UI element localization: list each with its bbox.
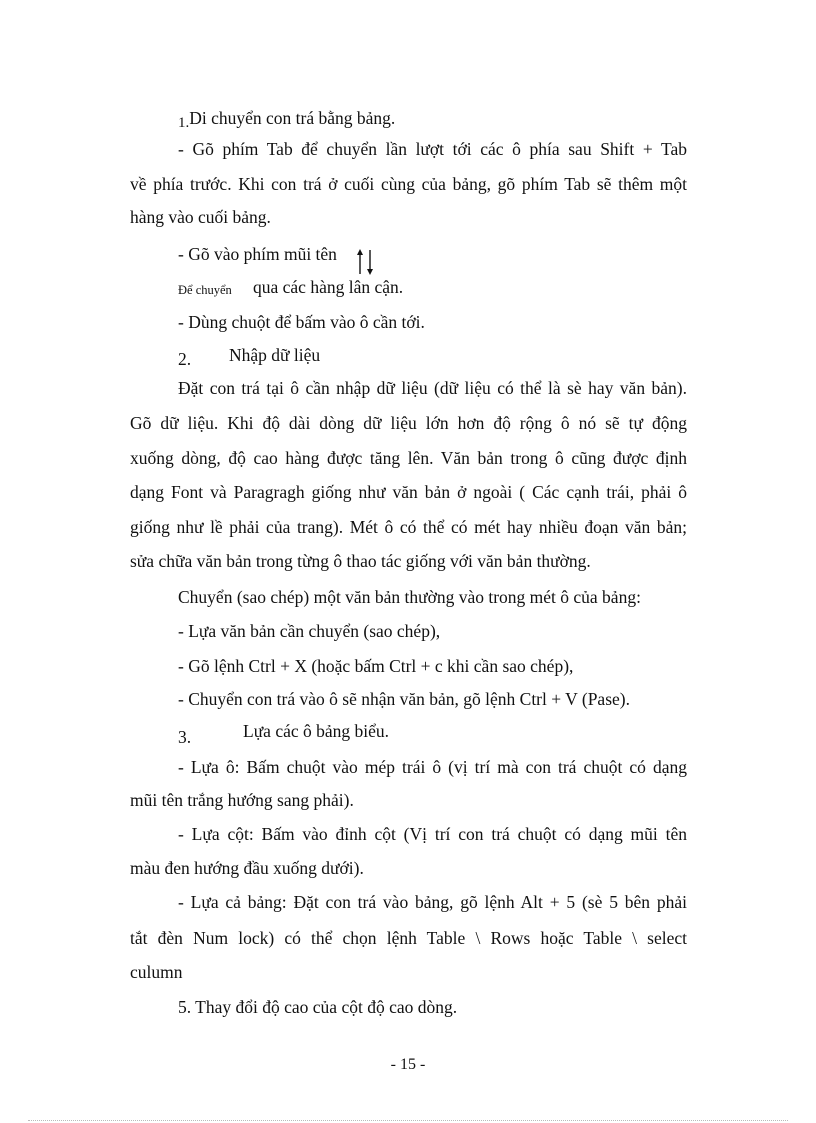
paragraph-line: mũi tên trắng hướng sang phải). <box>130 790 354 810</box>
heading-move-cursor <box>178 108 395 130</box>
paragraph-line: - Gõ lệnh Ctrl + X (hoặc bấm Ctrl + c khi cần sao chép), <box>178 656 574 676</box>
paragraph-line: - Chuyển con trá vào ô sẽ nhận văn bản, gõ lệnh Ctrl + V (Pase). <box>178 689 630 709</box>
paragraph-line-small: Để chuyển <box>178 283 232 297</box>
paragraph-line: - Lựa ô: Bấm chuột vào mép trái ô (vị trí mà con trá chuột có dạng <box>178 757 687 777</box>
heading-text: Nhập dữ liệu <box>229 345 321 365</box>
page-number: - 15 - <box>390 1056 426 1073</box>
heading-number: 2. <box>178 349 192 369</box>
paragraph-line: giống như lề phải của trang). Mét ô có thể có mét hay nhiều đoạn văn bản; <box>130 517 687 537</box>
paragraph-line: Gõ dữ liệu. Khi độ dài dòng dữ liệu lớn hơn độ rộng ô nó sẽ tự động <box>130 413 687 433</box>
paragraph-line: - Gõ vào phím mũi tên <box>178 244 337 264</box>
paragraph-line: - Lựa văn bản cần chuyển (sao chép), <box>178 621 441 641</box>
paragraph-line: Đặt con trá tại ô cần nhập dữ liệu (dữ liệu có thể là sè hay văn bản). <box>178 378 687 398</box>
heading-number: 1. <box>178 115 190 131</box>
paragraph-line: dạng Font và Paragragh giống như văn bản ở ngoài ( Các cạnh trái, phải ô <box>130 482 687 502</box>
paragraph-line: - Dùng chuột để bấm vào ô cần tới. <box>178 312 425 332</box>
paragraph-line: qua các hàng lân cận. <box>253 277 404 297</box>
paragraph-line: về phía trước. Khi con trá ở cuối cùng của bảng, gõ phím Tab sẽ thêm một <box>130 174 687 194</box>
heading-number: 3. <box>178 727 192 747</box>
paragraph-line: culumn <box>130 962 183 982</box>
paragraph-line: tắt đèn Num lock) có thể chọn lệnh Table \ Rows hoặc Table \ select <box>130 928 687 948</box>
heading-text: Di chuyển con trá bằng bảng. <box>189 108 396 128</box>
paragraph-line: màu đen hướng đầu xuống dưới). <box>130 858 364 878</box>
paragraph-line: xuống dòng, độ cao hàng được tăng lên. Văn bản trong ô cũng được định <box>130 448 687 468</box>
paragraph-line: hàng vào cuối bảng. <box>130 207 271 227</box>
paragraph-line: sửa chữa văn bản trong từng ô thao tác giống với văn bản thường. <box>130 551 591 571</box>
heading-change-height: 5. Thay đổi độ cao của cột độ cao dòng. <box>178 997 458 1017</box>
paragraph-line: Chuyển (sao chép) một văn bản thường vào trong mét ô của bảng: <box>178 587 641 607</box>
page-bottom-divider <box>28 1120 788 1121</box>
paragraph-line: - Gõ phím Tab để chuyển lần lượt tới các ô phía sau Shift + Tab <box>178 139 687 159</box>
heading-text: Lựa các ô bảng biểu. <box>243 721 390 741</box>
paragraph-line: - Lựa cả bảng: Đặt con trá vào bảng, gõ lệnh Alt + 5 (sè 5 bên phải <box>178 892 687 912</box>
up-down-arrows-icon <box>355 248 375 276</box>
paragraph-line: - Lựa cột: Bấm vào đỉnh cột (Vị trí con trá chuột có dạng mũi tên <box>178 824 687 844</box>
